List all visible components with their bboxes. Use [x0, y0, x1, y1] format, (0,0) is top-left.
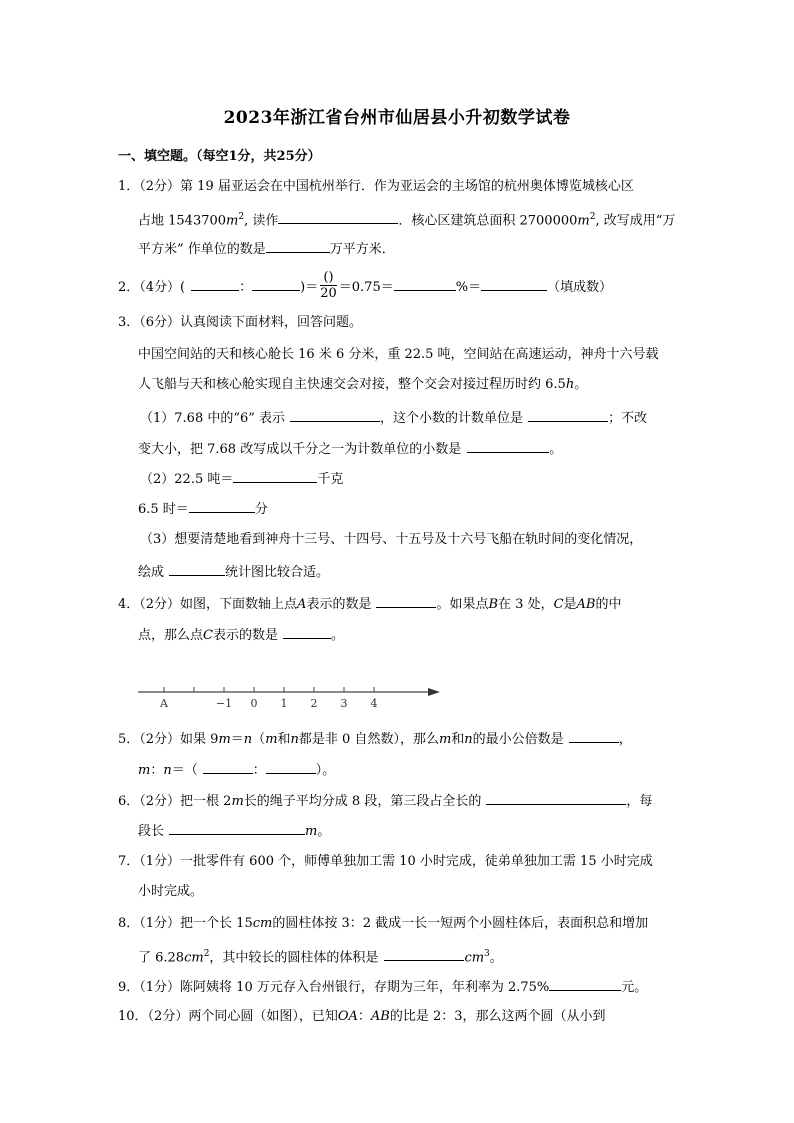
q5-line-1: 5．（2分）如果 9m＝n（m和n都是非 0 自然数），那么m和n的最小公倍数是 ，: [118, 732, 632, 747]
q3-sub-1-cont: 变大小，把 7.68 改写成以千分之一为计数单位的小数是 。: [138, 442, 563, 457]
number-line-label: −1: [215, 697, 233, 710]
number-line-label: 0: [250, 697, 258, 710]
answer-blank[interactable]: [169, 563, 225, 576]
answer-blank[interactable]: [169, 822, 305, 835]
answer-blank[interactable]: [189, 500, 255, 513]
q3-sub-3: （3）想要清楚地看到神舟十三号、十四号、十五号及十六号飞船在轨时间的变化情况，: [140, 532, 643, 547]
q1-line-3: 平方米” 作单位的数是 万平方米．: [138, 242, 395, 257]
answer-blank[interactable]: [481, 278, 547, 291]
q4-line-2: 点，那么点C表示的数是 。: [138, 628, 344, 643]
q7-line-2: 小时完成。: [138, 884, 204, 899]
section-heading: 一、填空题。（每空1分，共25分）: [118, 149, 321, 164]
number-line-label: 3: [340, 697, 348, 710]
q8-line-2: 了 $6.28cm^2$，其中较长的圆柱体的体积是 $cm^3$。: [138, 949, 503, 966]
exam-title: 2023年浙江省台州市仙居县小升初数学试卷: [223, 108, 571, 128]
answer-blank[interactable]: [191, 278, 239, 291]
number-line-label: 1: [280, 697, 288, 710]
q5-line-2: m：n＝（ ： ）。: [138, 763, 336, 778]
answer-blank[interactable]: [486, 792, 626, 805]
answer-blank[interactable]: [283, 626, 331, 639]
q3-para-1: 中国空间站的天和核心舱长 16 米 6 分米，重 22.5 吨，空间站在高速运动，神舟十六号载: [138, 347, 659, 362]
q3-sub-1: （1）7.68 中的“6” 表示 ，这个小数的计数单位是 ；不改: [140, 411, 648, 426]
q9-line: 9．（1分）陈阿姨将 10 万元存入台州银行，存期为三年，年利率为 2.75% 元。: [118, 980, 648, 995]
number-line-label: 2: [310, 697, 318, 710]
q8-line-1: 8．（1分）把一个长 15cm的圆柱体按 3：2 截成一长一短两个小圆柱体后，表面积总和增加: [118, 916, 649, 931]
answer-blank[interactable]: [569, 730, 619, 743]
answer-blank[interactable]: [278, 211, 398, 224]
answer-blank[interactable]: [549, 978, 621, 991]
answer-blank[interactable]: [394, 278, 456, 291]
q4-line-1: 4．（2分）如图，下面数轴上点A表示的数是 。如果点B在 3 处，C是AB的中: [118, 597, 622, 612]
answer-blank[interactable]: [252, 278, 300, 291]
answer-blank[interactable]: [290, 409, 380, 422]
q10-line: 10．（2分）两个同心圆（如图），已知OA：AB的比是 2：3，那么这两个圆（从小到: [118, 1009, 606, 1024]
q2-line: 2．（4分）( ： )＝ $\frac{()}{20}$ ＝0.75＝ %＝ （填成数）: [118, 270, 613, 301]
answer-blank[interactable]: [203, 761, 253, 774]
q3-para-2: 人飞船与天和核心舱实现自主快速交会对接，整个交会对接过程历时约 6.5h。: [138, 377, 588, 392]
q6-line-2: 段长 m。: [138, 824, 331, 839]
q6-line-1: 6．（2分）把一根 2m长的绳子平均分成 8 段，第三段占全长的 ，每: [118, 794, 653, 809]
q3-sub-3-cont: 绘成 统计图比较合适。: [138, 565, 330, 580]
answer-blank[interactable]: [384, 948, 464, 961]
q1-line-2: 占地 $1543700m^2$, 读作 ．核心区建筑总面积 $2700000m^2$, 改写成用“万: [138, 212, 676, 229]
fraction: $\frac{()}{20}$: [320, 270, 337, 301]
number-line-label: A: [160, 697, 168, 710]
q7-line-1: 7．（1分）一批零件有 600 个，师傅单独加工需 10 小时完成，徒弟单独加工需 15 小时完成: [118, 854, 653, 869]
answer-blank[interactable]: [266, 761, 316, 774]
q3-head: 3．（6分）认真阅读下面材料，回答问题。: [118, 315, 363, 330]
number-line-label: 4: [370, 697, 378, 710]
number-line-figure: [136, 680, 446, 712]
answer-blank[interactable]: [467, 440, 549, 453]
answer-blank[interactable]: [266, 240, 330, 253]
q1-line-1: 1．（2分）第 19 届亚运会在中国杭州举行．作为亚运会的主场馆的杭州奥体博览城核心区: [118, 179, 634, 194]
answer-blank[interactable]: [376, 595, 436, 608]
arrow-head-icon: [428, 688, 440, 696]
answer-blank[interactable]: [233, 470, 317, 483]
q3-sub-2b: 6.5 时＝ 分: [138, 502, 268, 517]
answer-blank[interactable]: [528, 409, 608, 422]
q3-sub-2a: （2）22.5 吨＝ 千克: [140, 472, 344, 487]
